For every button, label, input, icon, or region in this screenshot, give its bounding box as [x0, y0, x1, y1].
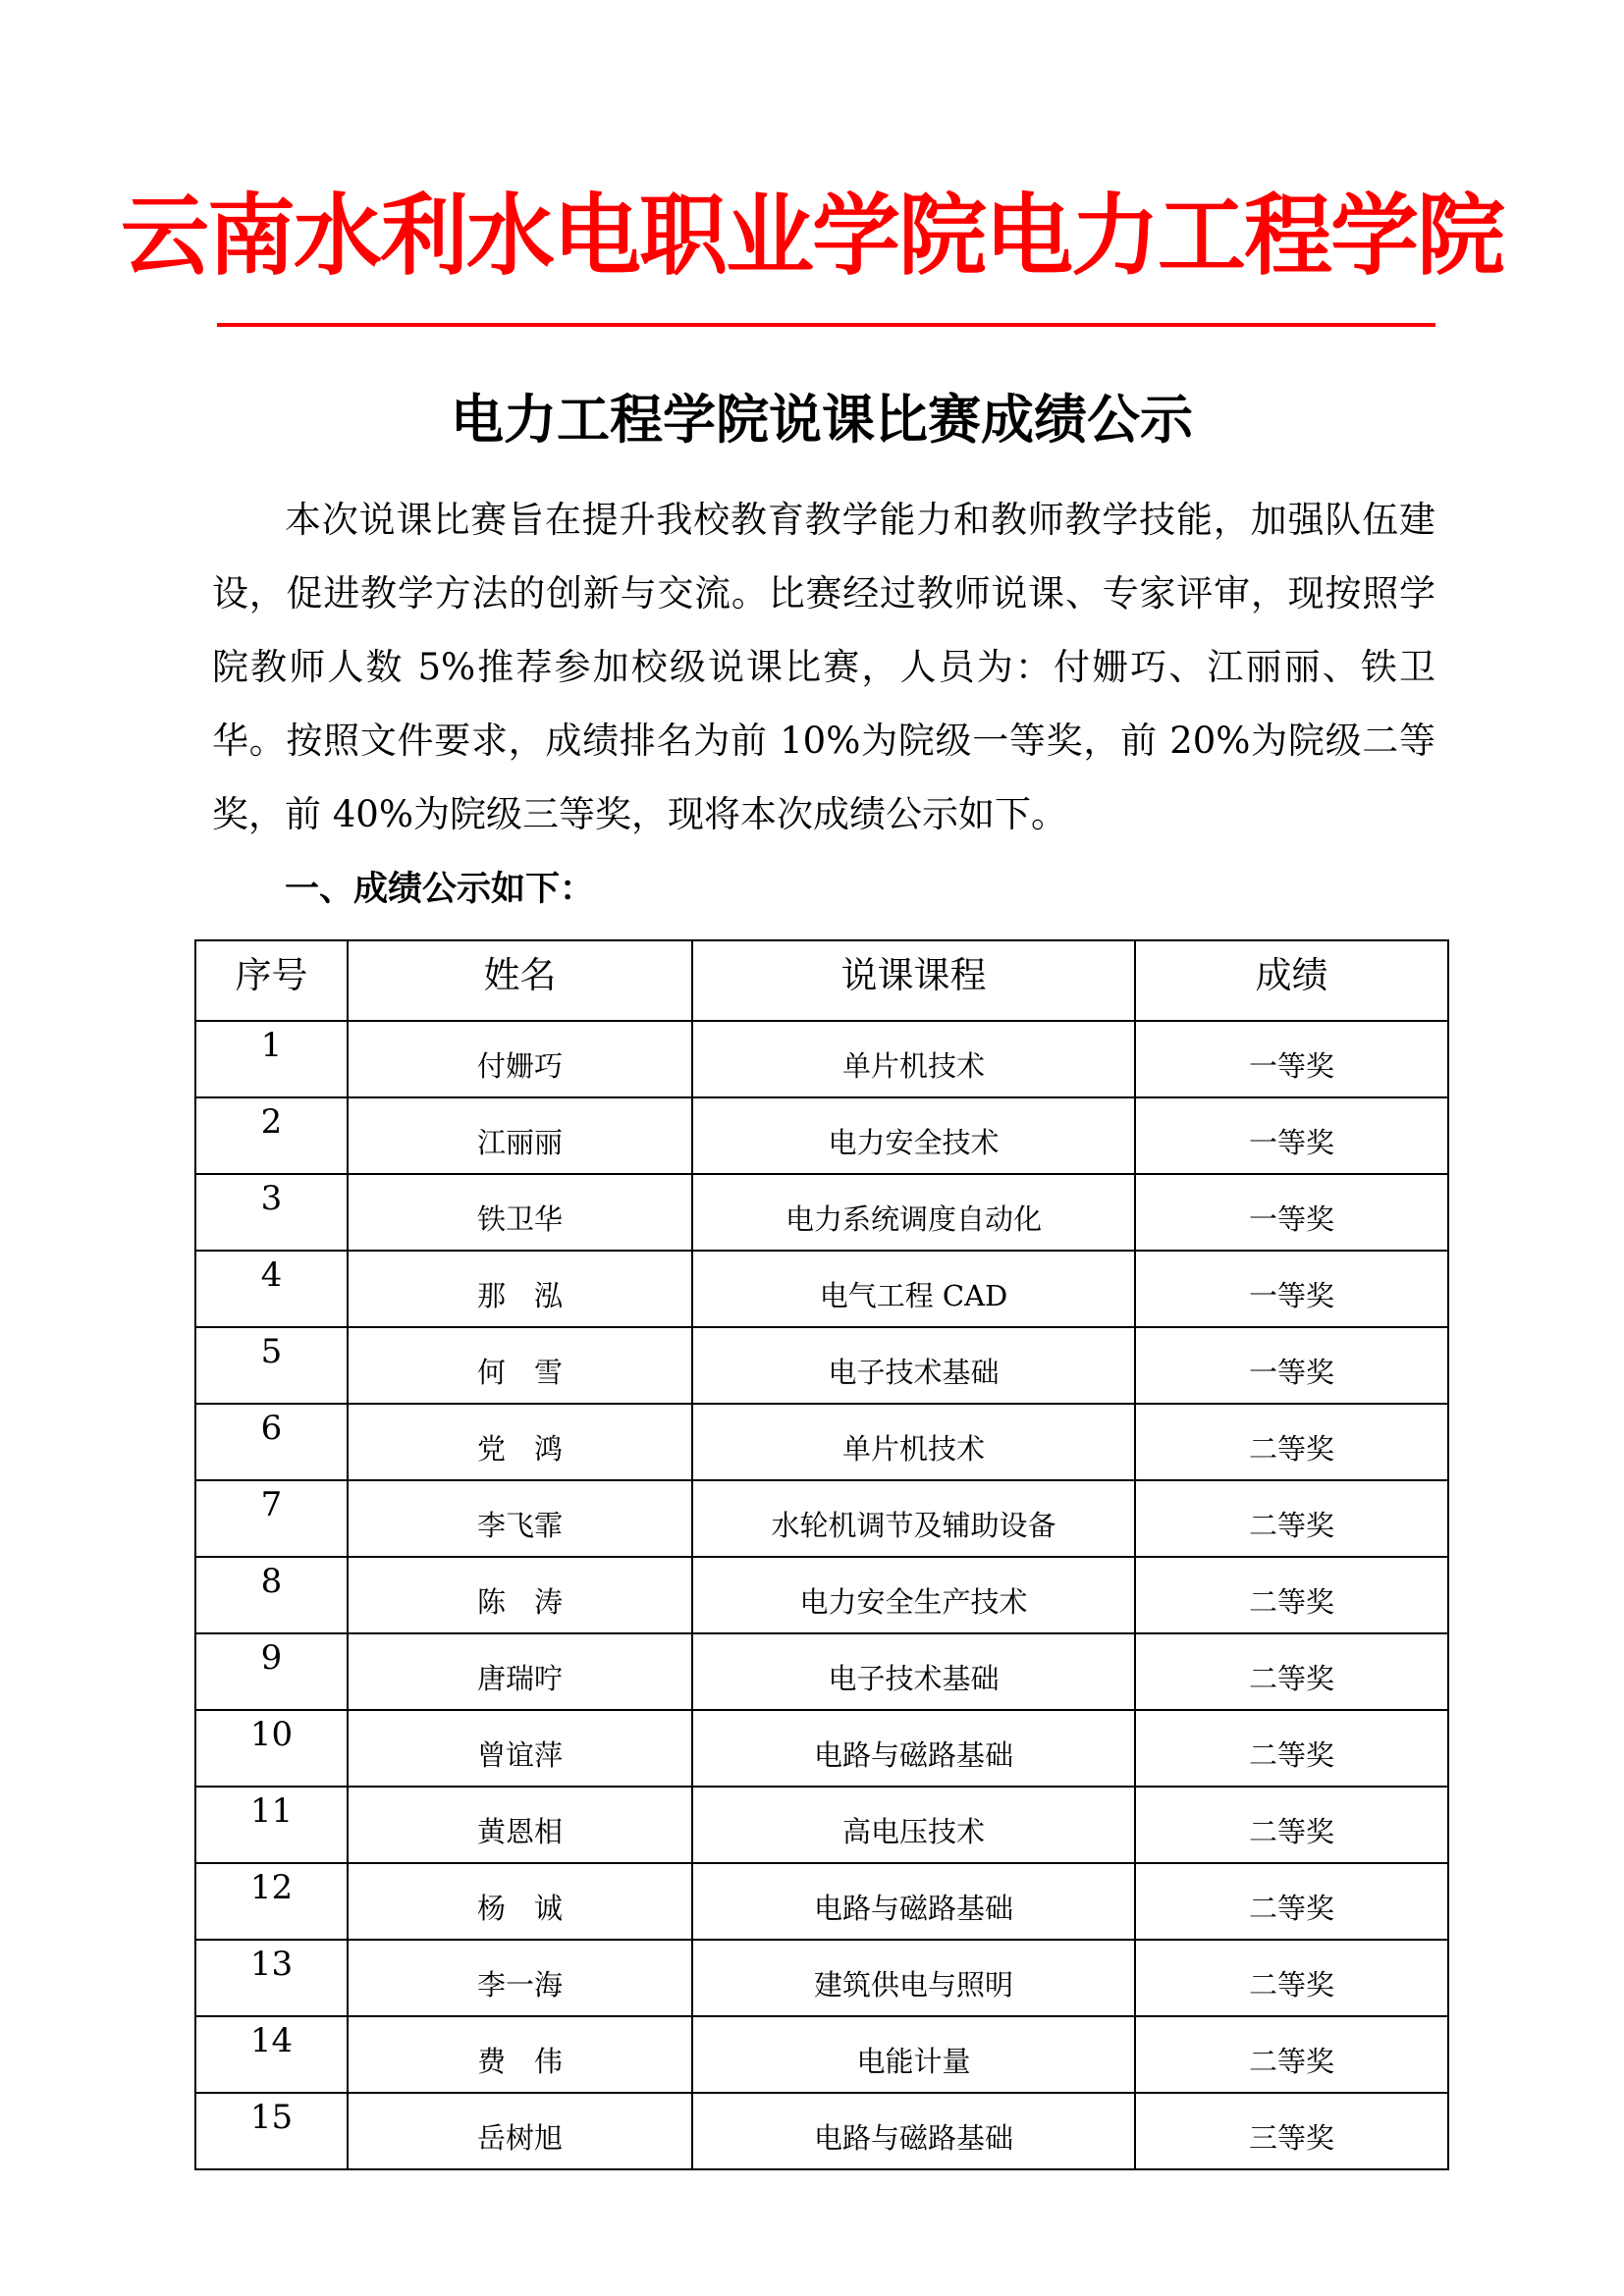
cell-grade: 二等奖 — [1135, 1633, 1448, 1710]
table-row — [195, 1404, 1448, 1480]
cell-name: 那 泓 — [348, 1251, 692, 1327]
cell-grade: 三等奖 — [1135, 2093, 1448, 2169]
header-seq: 序号 — [195, 940, 348, 1021]
cell-course: 电力系统调度自动化 — [692, 1174, 1135, 1251]
table-row — [195, 1710, 1448, 1787]
cell-course: 建筑供电与照明 — [692, 1940, 1135, 2016]
cell-grade: 二等奖 — [1135, 1863, 1448, 1940]
table-row — [195, 1097, 1448, 1174]
cell-seq: 10 — [195, 1710, 348, 1787]
cell-grade: 一等奖 — [1135, 1021, 1448, 1097]
table-row — [195, 1021, 1448, 1097]
red-divider — [217, 323, 1435, 327]
table-row — [195, 1251, 1448, 1327]
cell-name: 李一海 — [348, 1940, 692, 2016]
cell-course: 电路与磁路基础 — [692, 1710, 1135, 1787]
results-table — [194, 939, 1449, 2170]
cell-grade: 二等奖 — [1135, 1940, 1448, 2016]
cell-grade: 二等奖 — [1135, 1787, 1448, 1863]
cell-grade: 二等奖 — [1135, 1404, 1448, 1480]
header-course: 说课课程 — [692, 940, 1135, 1021]
cell-seq: 1 — [195, 1021, 348, 1097]
table-row — [195, 1787, 1448, 1863]
cell-name: 唐瑞咛 — [348, 1633, 692, 1710]
cell-seq: 3 — [195, 1174, 348, 1251]
cell-course: 电子技术基础 — [692, 1633, 1135, 1710]
cell-seq: 13 — [195, 1940, 348, 2016]
cell-name: 江丽丽 — [348, 1097, 692, 1174]
cell-seq: 11 — [195, 1787, 348, 1863]
cell-course: 单片机技术 — [692, 1404, 1135, 1480]
cell-seq: 15 — [195, 2093, 348, 2169]
masthead: 云南水利水电职业学院电力工程学院 — [121, 184, 1503, 288]
cell-name: 杨 诚 — [348, 1863, 692, 1940]
cell-course: 电路与磁路基础 — [692, 1863, 1135, 1940]
cell-name: 付姗巧 — [348, 1021, 692, 1097]
intro-paragraph: 本次说课比赛旨在提升我校教育教学能力和教师教学技能，加强队伍建设，促进教学方法的创新与交流。比赛经过教师说课、专家评审，现按照学院教师人数 5%推荐参加校级说课比赛，人员为：付姗巧、江丽丽、铁卫华。按照文件要求，成绩排名为前 10%为院级一等奖，前 20%为院级二等奖，前 40%为院级三等奖，现将本次成绩公示如下。 — [212, 499, 1435, 835]
table-row — [195, 1940, 1448, 2016]
document-title: 电力工程学院说课比赛成绩公示 — [451, 389, 1193, 451]
cell-grade: 一等奖 — [1135, 1327, 1448, 1404]
cell-seq: 8 — [195, 1557, 348, 1633]
cell-course: 电力安全生产技术 — [692, 1557, 1135, 1633]
table-row — [195, 1557, 1448, 1633]
cell-course: 电气工程 CAD — [692, 1251, 1135, 1327]
cell-grade: 二等奖 — [1135, 1557, 1448, 1633]
cell-grade: 二等奖 — [1135, 1480, 1448, 1557]
cell-course: 单片机技术 — [692, 1021, 1135, 1097]
cell-course: 高电压技术 — [692, 1787, 1135, 1863]
table-row — [195, 1633, 1448, 1710]
cell-course: 水轮机调节及辅助设备 — [692, 1480, 1135, 1557]
section-heading: 一、成绩公示如下： — [285, 870, 595, 909]
table-row — [195, 1327, 1448, 1404]
cell-name: 党 鸿 — [348, 1404, 692, 1480]
cell-name: 费 伟 — [348, 2016, 692, 2093]
table-row — [195, 2016, 1448, 2093]
table-row — [195, 2093, 1448, 2169]
cell-seq: 7 — [195, 1480, 348, 1557]
table-row — [195, 1480, 1448, 1557]
cell-grade: 一等奖 — [1135, 1097, 1448, 1174]
header-name: 姓名 — [348, 940, 692, 1021]
cell-grade: 二等奖 — [1135, 1710, 1448, 1787]
cell-seq: 6 — [195, 1404, 348, 1480]
cell-seq: 9 — [195, 1633, 348, 1710]
cell-seq: 14 — [195, 2016, 348, 2093]
cell-seq: 2 — [195, 1097, 348, 1174]
cell-name: 陈 涛 — [348, 1557, 692, 1633]
cell-seq: 4 — [195, 1251, 348, 1327]
cell-name: 铁卫华 — [348, 1174, 692, 1251]
header-grade: 成绩 — [1135, 940, 1448, 1021]
cell-name: 何 雪 — [348, 1327, 692, 1404]
cell-seq: 12 — [195, 1863, 348, 1940]
cell-course: 电力安全技术 — [692, 1097, 1135, 1174]
cell-name: 曾谊萍 — [348, 1710, 692, 1787]
cell-name: 岳树旭 — [348, 2093, 692, 2169]
cell-grade: 一等奖 — [1135, 1251, 1448, 1327]
cell-grade: 一等奖 — [1135, 1174, 1448, 1251]
cell-name: 李飞霏 — [348, 1480, 692, 1557]
cell-seq: 5 — [195, 1327, 348, 1404]
table-row — [195, 1174, 1448, 1251]
cell-grade: 二等奖 — [1135, 2016, 1448, 2093]
cell-name: 黄恩相 — [348, 1787, 692, 1863]
table-row — [195, 1863, 1448, 1940]
cell-course: 电路与磁路基础 — [692, 2093, 1135, 2169]
cell-course: 电能计量 — [692, 2016, 1135, 2093]
table-header-row — [195, 940, 1448, 1021]
cell-course: 电子技术基础 — [692, 1327, 1135, 1404]
